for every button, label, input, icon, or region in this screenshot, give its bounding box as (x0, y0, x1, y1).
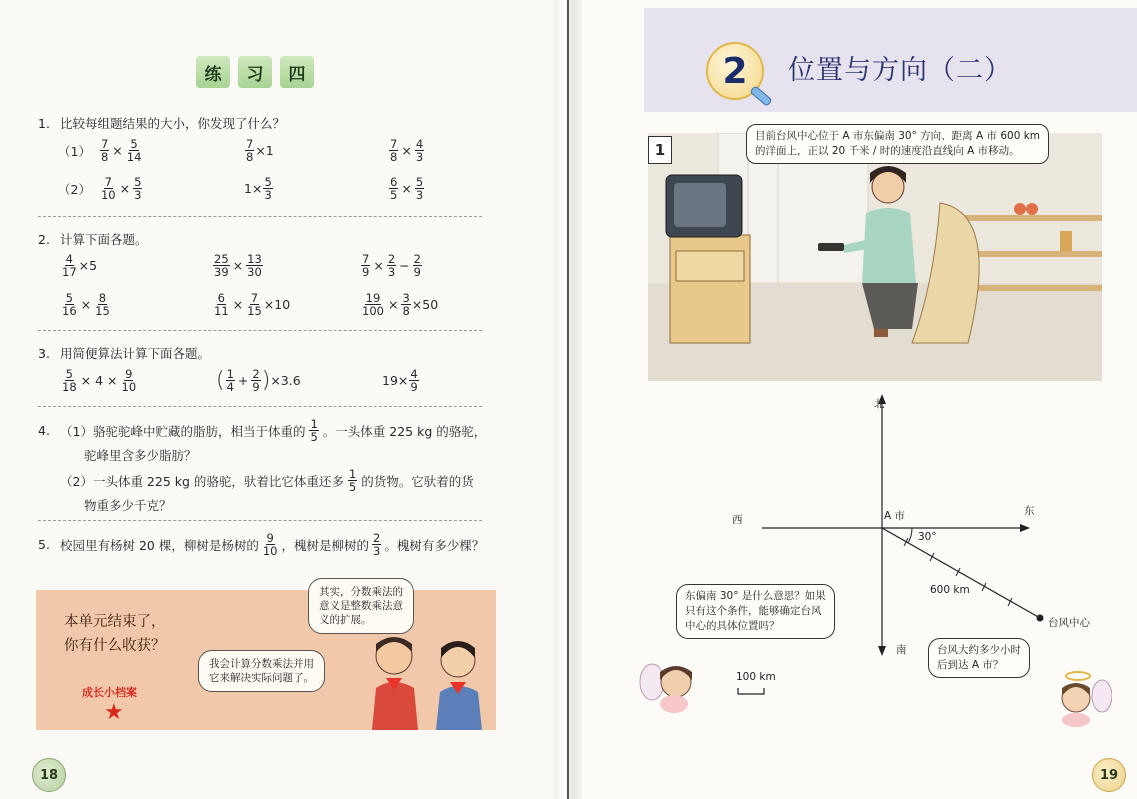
fraction: $\frac{4}{9}$ (410, 367, 418, 394)
fraction: $\frac{4}{3}$ (415, 137, 424, 164)
children-illustration (358, 628, 498, 730)
fraction: $\frac{1}{5}$ (348, 467, 357, 494)
fraction: $\frac{2}{3}$ (387, 252, 396, 279)
fraction: $\frac{4}{17}$ (62, 252, 77, 279)
label-south: 南 (896, 644, 907, 656)
q1-row1-label: （1） (58, 143, 91, 159)
q5-prompt: 5. 校园里有杨树 20 棵，柳树是杨树的 $\frac{9}{10}$ ，槐树是柳树的 $\frac{2}{3}$ 。槐树有多少棵？ (38, 531, 485, 558)
summary-line-2: 你有什么收获？ (64, 638, 166, 654)
star-icon: ★ (104, 700, 124, 725)
scale-bar (738, 688, 764, 694)
typhoon-info-bubble: 目前台风中心位于 A 市东偏南 30° 方向、距离 A 市 600 km 的洋面上，正以 20 千米 / 时的速度沿直线向 A 市移动。 (746, 124, 1049, 164)
label-north: 北 (874, 398, 885, 410)
page-number-badge: 19 (1092, 758, 1126, 792)
fraction: $\frac{25}{39}$ (214, 252, 229, 279)
q1-row2-label: （2） (58, 181, 91, 197)
label-city-a: A 市 (884, 510, 906, 522)
fraction: $\frac{3}{8}$ (402, 291, 410, 318)
q2-text: 计算下面各题。 (60, 232, 148, 247)
q1-number: 1. (38, 116, 50, 131)
speech-bubble-skill: 我会计算分数乘法并用 它来解决实际问题了。 (198, 650, 325, 692)
fraction: $\frac{5}{14}$ (126, 137, 142, 164)
chapter-title: 位置与方向（二） (788, 55, 1012, 86)
divider (38, 216, 482, 217)
q1-text: 比较每组题结果的大小，你发现了什么？ (60, 116, 286, 131)
fraction: $\frac{6}{11}$ (214, 291, 229, 318)
title-char-2: 习 (238, 56, 272, 88)
q4-part1-line2: 驼峰里含多少脂肪？ (84, 448, 197, 463)
unit-summary-panel (36, 586, 496, 730)
fraction: $\frac{7}{8}$ (390, 137, 398, 164)
divider (38, 406, 482, 407)
title-char-1: 练 (196, 56, 230, 88)
fraction: $\frac{9}{10}$ (121, 367, 137, 394)
fraction: $\frac{7}{9}$ (362, 252, 370, 279)
q1-prompt (38, 114, 285, 132)
fraction: $\frac{7}{10}$ (100, 175, 116, 202)
fraction: $\frac{7}{8}$ (100, 137, 109, 164)
fraction: $\frac{8}{15}$ (95, 291, 110, 318)
fraction: $\frac{1}{5}$ (310, 417, 318, 444)
time-question-bubble: 台风大约多少小时 后到达 A 市？ (928, 638, 1030, 678)
gutter-line (567, 0, 569, 799)
divider (38, 520, 482, 521)
south-arrow (878, 646, 886, 656)
label-distance: 600 km (930, 584, 970, 596)
fraction: $\frac{5}{3}$ (264, 175, 272, 202)
speech-bubble-extension: 其实，分数乘法的 意义是整数乘法意 义的扩展。 (308, 578, 414, 634)
fraction: $\frac{5}{3}$ (415, 175, 424, 202)
angel-character-left (638, 652, 704, 716)
q3-text: 用简便算法计算下面各题。 (60, 346, 211, 361)
step-number-tag: 1 (648, 136, 672, 164)
fraction: $\frac{19}{100}$ (362, 291, 384, 318)
q5-number: 5. (38, 537, 50, 552)
fraction: $\frac{2}{3}$ (373, 531, 381, 558)
fraction: $\frac{7}{15}$ (247, 291, 262, 318)
distance-ray (882, 528, 1044, 622)
q4-part2-line2: 物重多少千克？ (84, 498, 172, 513)
fraction: $\frac{9}{10}$ (262, 531, 278, 558)
label-typhoon-center: 台风中心 (1048, 617, 1090, 629)
fraction: $\frac{5}{16}$ (62, 291, 77, 318)
growth-archive-label: 成长小档案 (82, 686, 137, 699)
fraction: $\frac{6}{5}$ (390, 175, 398, 202)
chapter-number-badge: 2 (706, 42, 764, 100)
q4-part1-line1: 4. （1）骆驼驼峰中贮藏的脂肪，相当于体重的 $\frac{1}{5}$ 。一头体重 225 kg 的骆驼， (38, 417, 487, 444)
typhoon-center-point (1037, 615, 1044, 622)
page-number-badge: 18 (32, 758, 66, 792)
right-page (582, 0, 1137, 799)
left-page: 练 习 四 1. 比较每组题结果的大小，你发现了什么？ （1） $\frac{7}{8}$ × $\frac{5}{14}$ $\frac{7}{8}$ ×1 $\frac{7}{8}$ × $\frac{4}{3}$ （2） $\frac{7}{10}$ × $\frac{5}{3}$ 1× $\frac{5}{3}$ $\frac{6}{5}$ × $\frac{5}{3}$ 2. 计算下面各题。 $\frac{4}{17}$ ×5 $\frac{25}{39}$ × $\frac{13}{30}$ $\frac{7}{9}$ × $\frac{2}{3}$ − $\frac{2}{9}$ $\frac{5}{16}$ × $\frac{8}{15}$ $\frac{6}{11}$ × $\frac{7}{15}$ ×10 $\frac{19}{100}$ × $\frac{3}{8}$ ×50 3. 用简便算法计算下面各题。 $\frac{5}{18}$ × 4 × $\frac{9}{10}$ ( $\frac{1}{4}$ + $\frac{2}{9}$ ) ×3.6 19× $\frac{4}{9}$ 4. （1）骆驼驼峰中贮藏的脂肪，相当于体重的 $\frac{1}{5}$ 。一头体重 225 kg 的骆驼， 驼峰里含多少脂肪？ （2）一头体重 225 kg 的骆驼，驮着比它体重还多 $\frac{1}{5}$ 的货物。它驮着的货 物重多少千克？ 5. 校园里有杨树 20 棵，柳树是杨树的 $\frac{9}{10}$ ，槐树是柳树的 $\frac{2}{3}$ 。槐树有多少棵？ 本单元结束了， 你有什么收获？ 成长小档案 ★ 其实，分数乘法的 意义是整数乘法意 义的扩展。 我会计算分数乘法并用 它来解决实际问题了。 18 (0, 0, 553, 799)
title-char-3: 四 (280, 56, 314, 88)
label-scale: 100 km (736, 671, 776, 683)
q4-part2-line1: （2）一头体重 225 kg 的骆驼，驮着比它体重还多 $\frac{1}{5}$ 的货物。它驮着的货 (60, 467, 474, 494)
q3-number: 3. (38, 346, 50, 361)
direction-question-bubble: 东偏南 30° 是什么意思？如果 只有这个条件，能够确定台风 中心的具体位置吗？ (676, 584, 835, 639)
summary-line-1: 本单元结束了， (64, 614, 166, 630)
label-angle: 30° (918, 531, 937, 543)
exercise-title (196, 56, 314, 88)
fraction: $\frac{7}{8}$ (246, 137, 254, 164)
fraction: $\frac{5}{3}$ (134, 175, 142, 202)
label-west: 西 (732, 514, 743, 526)
fraction: $\frac{5}{18}$ (62, 367, 77, 394)
q3-prompt (38, 344, 210, 362)
fraction: $\frac{2}{9}$ (413, 252, 421, 279)
q4-number: 4. (38, 423, 50, 438)
q2-number: 2. (38, 232, 50, 247)
angel-character-right (1046, 666, 1112, 728)
fraction: $\frac{1}{4}$ (226, 367, 234, 394)
fraction: $\frac{13}{30}$ (247, 252, 262, 279)
label-east: 东 (1024, 505, 1035, 517)
angle-arc (908, 528, 912, 543)
q2-prompt (38, 230, 148, 248)
east-arrow (1020, 524, 1030, 532)
fraction: $\frac{2}{9}$ (252, 367, 260, 394)
divider (38, 330, 482, 331)
